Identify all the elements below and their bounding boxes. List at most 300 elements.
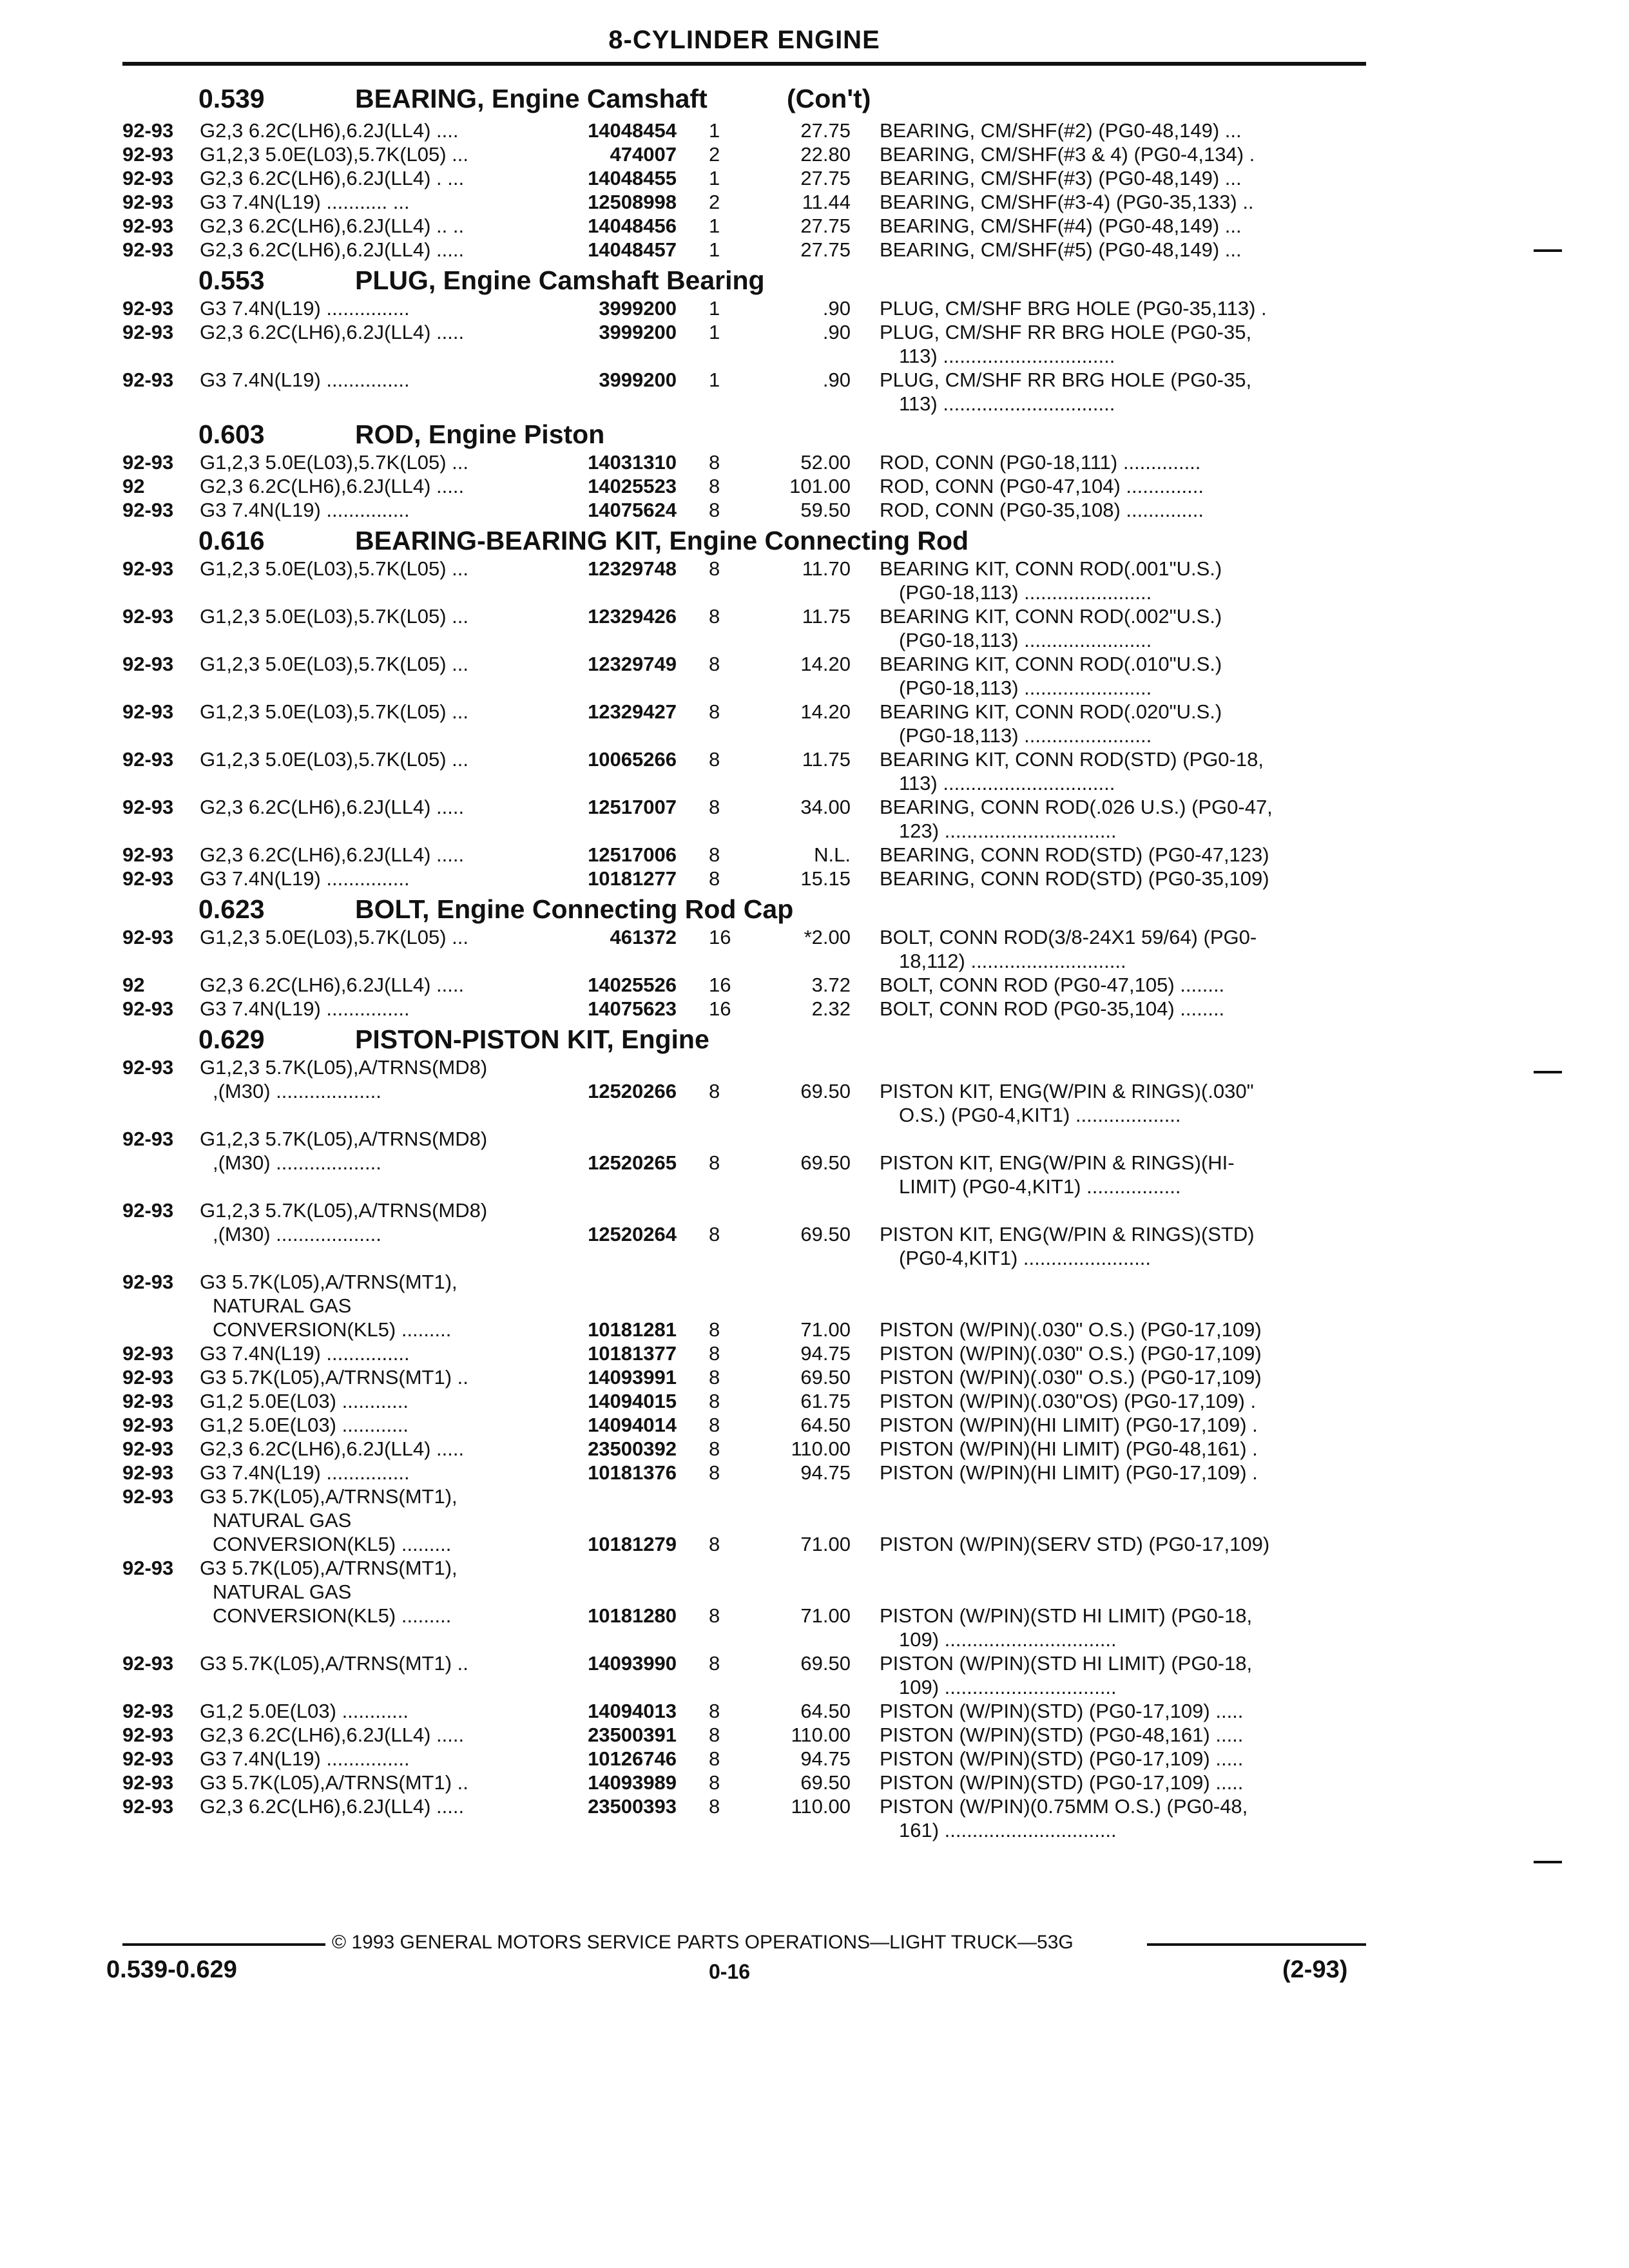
part-row [0, 368, 1629, 416]
footer-date: (2-93) [1282, 1956, 1348, 1983]
part-description: 18,112) ............................ [899, 950, 1126, 972]
part-row [0, 867, 1629, 890]
part-row [0, 997, 1629, 1021]
part-description: PISTON (W/PIN)(.030"OS) (PG0-17,109) . [880, 1390, 1257, 1412]
part-description: PISTON (W/PIN)(.030" O.S.) (PG0-17,109) [880, 1318, 1262, 1341]
part-description: PISTON (W/PIN)(SERV STD) (PG0-17,109) [880, 1533, 1270, 1555]
application-line: G1,2,3 5.7K(L05),A/TRNS(MD8) [200, 1199, 488, 1222]
part-number: 23500391 [588, 1724, 677, 1746]
model-year: 92-93 [122, 143, 174, 166]
part-description: BOLT, CONN ROD(3/8-24X1 59/64) (PG0- [880, 926, 1257, 948]
application-line: G3 7.4N(L19) ............... [200, 867, 410, 890]
footer-range: 0.539-0.629 [106, 1956, 237, 1983]
quantity: 8 [709, 1461, 720, 1484]
model-year: 92-93 [122, 867, 174, 890]
application-line: G2,3 6.2C(LH6),6.2J(LL4) ..... [200, 1437, 465, 1460]
part-number: 12329749 [588, 653, 677, 675]
model-year: 92-93 [122, 796, 174, 818]
section-name: PISTON-PISTON KIT, Engine [355, 1024, 709, 1054]
quantity: 8 [709, 1223, 720, 1245]
list-price: 15.15 [800, 867, 851, 890]
list-price: .90 [822, 369, 851, 391]
quantity: 8 [709, 1652, 720, 1675]
part-number: 10181280 [588, 1604, 677, 1627]
quantity: 8 [709, 1700, 720, 1722]
list-price: 71.00 [800, 1318, 851, 1341]
part-number: 12508998 [588, 191, 677, 213]
section-code: 0.616 [198, 526, 265, 555]
part-description: 109) ............................... [899, 1628, 1117, 1651]
part-description: BEARING, CONN ROD(.026 U.S.) (PG0-47, [880, 796, 1273, 818]
application-line: G3 7.4N(L19) ............... [200, 1747, 410, 1770]
list-price: 69.50 [800, 1080, 851, 1102]
part-number: 12329426 [588, 605, 677, 628]
part-row [0, 142, 1629, 166]
part-row [0, 795, 1629, 843]
application-line: NATURAL GAS [213, 1294, 352, 1317]
application-line: G1,2,3 5.0E(L03),5.7K(L05) ... [200, 700, 469, 723]
part-number: 3999200 [599, 297, 677, 320]
part-description: PISTON (W/PIN)(.030" O.S.) (PG0-17,109) [880, 1366, 1262, 1389]
page-title: 8-CYLINDER ENGINE [608, 26, 880, 54]
part-description: O.S.) (PG0-4,KIT1) ................... [899, 1104, 1181, 1126]
model-year: 92-93 [122, 1437, 174, 1460]
part-number: 14075623 [588, 997, 677, 1020]
part-row [0, 296, 1629, 320]
quantity: 1 [709, 321, 720, 343]
list-price: 71.00 [800, 1533, 851, 1555]
part-number: 14094013 [588, 1700, 677, 1722]
application-line: G1,2,3 5.0E(L03),5.7K(L05) ... [200, 557, 469, 580]
model-year: 92-93 [122, 1461, 174, 1484]
part-description: BOLT, CONN ROD (PG0-47,105) ........ [880, 974, 1225, 996]
application-line: G3 7.4N(L19) ............... [200, 297, 410, 320]
model-year: 92-93 [122, 369, 174, 391]
application-line: G3 7.4N(L19) ........... ... [200, 191, 410, 213]
model-year: 92-93 [122, 321, 174, 343]
model-year: 92-93 [122, 926, 174, 948]
part-number: 12520265 [588, 1151, 677, 1174]
application-line: ,(M30) ................... [213, 1223, 381, 1245]
application-line: G3 7.4N(L19) ............... [200, 997, 410, 1020]
part-description: BEARING KIT, CONN ROD(.002"U.S.) [880, 605, 1222, 628]
footer-copyright: © 1993 GENERAL MOTORS SERVICE PARTS OPERATIONS—LIGHT TRUCK—53G [332, 1932, 1074, 1953]
part-description: 123) ............................... [899, 820, 1117, 842]
part-row [0, 1723, 1629, 1747]
list-price: 71.00 [800, 1604, 851, 1627]
quantity: 8 [709, 1604, 720, 1627]
application-line: G2,3 6.2C(LH6),6.2J(LL4) ..... [200, 974, 465, 996]
model-year: 92-93 [122, 653, 174, 675]
part-number: 14094014 [588, 1414, 677, 1436]
application-line: G1,2 5.0E(L03) ............ [200, 1390, 409, 1412]
list-price: 110.00 [791, 1795, 851, 1818]
part-row [0, 700, 1629, 747]
list-price: .90 [822, 297, 851, 320]
list-price: 11.70 [802, 557, 851, 580]
list-price: 34.00 [800, 796, 851, 818]
model-year: 92-93 [122, 1342, 174, 1365]
application-line: G3 5.7K(L05),A/TRNS(MT1) .. [200, 1652, 468, 1675]
part-row [0, 474, 1629, 498]
part-description: BEARING KIT, CONN ROD(STD) (PG0-18, [880, 748, 1264, 771]
model-year: 92-93 [122, 700, 174, 723]
model-year: 92-93 [122, 1747, 174, 1770]
part-number: 461372 [610, 926, 677, 948]
part-description: BEARING KIT, CONN ROD(.001"U.S.) [880, 557, 1222, 580]
part-row [0, 190, 1629, 214]
part-description: (PG0-4,KIT1) ....................... [899, 1247, 1152, 1269]
part-row [0, 238, 1629, 262]
section-code: 0.623 [198, 894, 265, 924]
quantity: 16 [709, 926, 731, 948]
application-line: G2,3 6.2C(LH6),6.2J(LL4) ..... [200, 1724, 465, 1746]
header-rule [122, 62, 1366, 66]
model-year: 92-93 [122, 557, 174, 580]
list-price: 69.50 [800, 1151, 851, 1174]
list-price: 3.72 [811, 974, 851, 996]
model-year: 92-93 [122, 297, 174, 320]
part-row [0, 652, 1629, 700]
margin-tick-mark [1534, 1071, 1562, 1073]
part-description: BEARING KIT, CONN ROD(.010"U.S.) [880, 653, 1222, 675]
part-number: 3999200 [599, 369, 677, 391]
quantity: 2 [709, 143, 720, 166]
part-row [0, 557, 1629, 604]
footer-page-number: 0-16 [709, 1960, 751, 1983]
part-description: 113) ............................... [899, 392, 1115, 415]
list-price: 2.32 [811, 997, 851, 1020]
quantity: 8 [709, 1318, 720, 1341]
quantity: 8 [709, 700, 720, 723]
quantity: 16 [709, 974, 731, 996]
application-line: G3 5.7K(L05),A/TRNS(MT1), [200, 1485, 458, 1508]
list-price: 94.75 [800, 1342, 851, 1365]
quantity: 8 [709, 1151, 720, 1174]
quantity: 8 [709, 653, 720, 675]
model-year: 92-93 [122, 1056, 174, 1079]
list-price: 69.50 [800, 1223, 851, 1245]
part-number: 10181377 [588, 1342, 677, 1365]
part-description: BEARING, CM/SHF(#3-4) (PG0-35,133) .. [880, 191, 1254, 213]
list-price: 11.44 [802, 191, 851, 213]
part-row [0, 1389, 1629, 1413]
model-year: 92-93 [122, 997, 174, 1020]
part-row [0, 1341, 1629, 1365]
part-number: 14031310 [588, 451, 677, 474]
quantity: 8 [709, 1414, 720, 1436]
application-line: G2,3 6.2C(LH6),6.2J(LL4) ..... [200, 238, 465, 261]
part-number: 10181376 [588, 1461, 677, 1484]
part-description: PISTON KIT, ENG(W/PIN & RINGS)(STD) [880, 1223, 1255, 1245]
quantity: 8 [709, 1366, 720, 1389]
part-number: 12329748 [588, 557, 677, 580]
part-description: 161) ............................... [899, 1819, 1117, 1841]
model-year: 92-93 [122, 1128, 174, 1150]
quantity: 8 [709, 1342, 720, 1365]
part-description: 109) ............................... [899, 1676, 1117, 1698]
part-description: PISTON (W/PIN)(0.75MM O.S.) (PG0-48, [880, 1795, 1248, 1818]
part-number: 10065266 [588, 748, 677, 771]
model-year: 92-93 [122, 843, 174, 866]
list-price: N.L. [814, 843, 851, 866]
application-line: G3 7.4N(L19) ............... [200, 499, 410, 521]
list-price: 101.00 [789, 475, 851, 497]
application-line: G1,2 5.0E(L03) ............ [200, 1700, 409, 1722]
application-line: G2,3 6.2C(LH6),6.2J(LL4) ..... [200, 475, 465, 497]
part-description: PISTON (W/PIN)(HI LIMIT) (PG0-48,161) . [880, 1437, 1258, 1460]
part-number: 14025523 [588, 475, 677, 497]
application-line: G2,3 6.2C(LH6),6.2J(LL4) ..... [200, 321, 465, 343]
quantity: 16 [709, 997, 731, 1020]
part-number: 23500392 [588, 1437, 677, 1460]
application-line: G3 7.4N(L19) ............... [200, 369, 410, 391]
list-price: 69.50 [800, 1771, 851, 1794]
part-number: 14093990 [588, 1652, 677, 1675]
part-description: PISTON (W/PIN)(STD HI LIMIT) (PG0-18, [880, 1604, 1253, 1627]
part-row [0, 1365, 1629, 1389]
section-code: 0.629 [198, 1024, 265, 1054]
part-row [0, 604, 1629, 652]
list-price: 61.75 [800, 1390, 851, 1412]
application-line: G2,3 6.2C(LH6),6.2J(LL4) .... [200, 119, 459, 142]
list-price: 94.75 [800, 1747, 851, 1770]
model-year: 92-93 [122, 167, 174, 189]
part-description: PISTON (W/PIN)(.030" O.S.) (PG0-17,109) [880, 1342, 1262, 1365]
part-row [0, 925, 1629, 973]
part-number: 14094015 [588, 1390, 677, 1412]
model-year: 92-93 [122, 605, 174, 628]
list-price: .90 [822, 321, 851, 343]
quantity: 8 [709, 1437, 720, 1460]
part-description: PISTON (W/PIN)(STD) (PG0-48,161) ..... [880, 1724, 1244, 1746]
part-description: PLUG, CM/SHF BRG HOLE (PG0-35,113) . [880, 297, 1267, 320]
model-year: 92-93 [122, 1724, 174, 1746]
part-description: LIMIT) (PG0-4,KIT1) ................. [899, 1175, 1181, 1198]
part-number: 14048457 [588, 238, 677, 261]
application-line: G1,2,3 5.0E(L03),5.7K(L05) ... [200, 653, 469, 675]
part-description: (PG0-18,113) ....................... [899, 677, 1152, 699]
application-line: G2,3 6.2C(LH6),6.2J(LL4) ..... [200, 843, 465, 866]
part-description: PISTON (W/PIN)(HI LIMIT) (PG0-17,109) . [880, 1461, 1258, 1484]
part-row [0, 119, 1629, 142]
part-row [0, 1437, 1629, 1461]
model-year: 92-93 [122, 1390, 174, 1412]
part-row [0, 1413, 1629, 1437]
application-line: G1,2,3 5.7K(L05),A/TRNS(MD8) [200, 1128, 488, 1150]
model-year: 92-93 [122, 1700, 174, 1722]
list-price: 64.50 [800, 1414, 851, 1436]
application-line: G2,3 6.2C(LH6),6.2J(LL4) . ... [200, 167, 465, 189]
application-line: NATURAL GAS [213, 1509, 352, 1532]
part-description: ROD, CONN (PG0-18,111) .............. [880, 451, 1201, 474]
part-number: 10181281 [588, 1318, 677, 1341]
list-price: 110.00 [791, 1724, 851, 1746]
application-line: G1,2,3 5.0E(L03),5.7K(L05) ... [200, 748, 469, 771]
list-price: 69.50 [800, 1652, 851, 1675]
list-price: 11.75 [802, 748, 851, 771]
quantity: 1 [709, 369, 720, 391]
list-price: 69.50 [800, 1366, 851, 1389]
part-number: 12517007 [588, 796, 677, 818]
section-name: PLUG, Engine Camshaft Bearing [355, 265, 765, 295]
application-line: G1,2,3 5.0E(L03),5.7K(L05) ... [200, 451, 469, 474]
list-price: 27.75 [800, 119, 851, 142]
quantity: 1 [709, 119, 720, 142]
application-line: G1,2 5.0E(L03) ............ [200, 1414, 409, 1436]
list-price: 27.75 [800, 167, 851, 189]
part-row [0, 214, 1629, 238]
part-row [0, 1771, 1629, 1794]
part-number: 14048455 [588, 167, 677, 189]
application-line: G1,2,3 5.7K(L05),A/TRNS(MD8) [200, 1056, 488, 1079]
margin-tick-mark [1534, 249, 1562, 252]
list-price: 27.75 [800, 238, 851, 261]
margin-tick-mark [1534, 1861, 1562, 1863]
model-year: 92-93 [122, 215, 174, 237]
model-year: 92 [122, 974, 145, 996]
model-year: 92-93 [122, 1366, 174, 1389]
part-number: 23500393 [588, 1795, 677, 1818]
part-description: PISTON (W/PIN)(STD) (PG0-17,109) ..... [880, 1747, 1244, 1770]
list-price: 14.20 [800, 700, 851, 723]
model-year: 92-93 [122, 1652, 174, 1675]
part-description: BEARING KIT, CONN ROD(.020"U.S.) [880, 700, 1222, 723]
part-number: 14075624 [588, 499, 677, 521]
part-row [0, 320, 1629, 368]
part-number: 10181279 [588, 1533, 677, 1555]
part-row [0, 973, 1629, 997]
model-year: 92-93 [122, 1771, 174, 1794]
part-description: BEARING, CM/SHF(#5) (PG0-48,149) ... [880, 238, 1242, 261]
part-number: 14025526 [588, 974, 677, 996]
section-suffix: (Con't) [787, 84, 871, 113]
section-name: BEARING-BEARING KIT, Engine Connecting Rod [355, 526, 969, 555]
model-year: 92-93 [122, 1485, 174, 1508]
model-year: 92-93 [122, 1795, 174, 1818]
quantity: 8 [709, 1533, 720, 1555]
application-line: G1,2,3 5.0E(L03),5.7K(L05) ... [200, 926, 469, 948]
application-line: G2,3 6.2C(LH6),6.2J(LL4) .. .. [200, 215, 465, 237]
application-line: G2,3 6.2C(LH6),6.2J(LL4) ..... [200, 1795, 465, 1818]
application-line: G3 7.4N(L19) ............... [200, 1342, 410, 1365]
list-price: 27.75 [800, 215, 851, 237]
quantity: 8 [709, 748, 720, 771]
list-price: 22.80 [800, 143, 851, 166]
part-number: 14048456 [588, 215, 677, 237]
model-year: 92-93 [122, 119, 174, 142]
quantity: 8 [709, 796, 720, 818]
model-year: 92-93 [122, 499, 174, 521]
application-line: CONVERSION(KL5) ......... [213, 1533, 452, 1555]
section-code: 0.553 [198, 265, 265, 295]
application-line: G3 5.7K(L05),A/TRNS(MT1), [200, 1271, 458, 1293]
list-price: 59.50 [800, 499, 851, 521]
part-number: 14093991 [588, 1366, 677, 1389]
application-line: ,(M30) ................... [213, 1151, 381, 1174]
footer-rule-right [1147, 1943, 1366, 1946]
part-description: PISTON (W/PIN)(STD HI LIMIT) (PG0-18, [880, 1652, 1253, 1675]
part-row [0, 843, 1629, 867]
part-row [0, 1556, 1629, 1651]
quantity: 8 [709, 1795, 720, 1818]
quantity: 8 [709, 1747, 720, 1770]
part-description: BEARING, CONN ROD(STD) (PG0-47,123) [880, 843, 1269, 866]
model-year: 92-93 [122, 748, 174, 771]
part-description: BEARING, CM/SHF(#3 & 4) (PG0-4,134) . [880, 143, 1255, 166]
model-year: 92-93 [122, 1557, 174, 1579]
part-row [0, 166, 1629, 190]
part-description: PISTON (W/PIN)(STD) (PG0-17,109) ..... [880, 1700, 1244, 1722]
list-price: 110.00 [791, 1437, 851, 1460]
part-row [0, 1055, 1629, 1127]
part-description: BEARING, CM/SHF(#3) (PG0-48,149) ... [880, 167, 1242, 189]
part-description: PISTON (W/PIN)(HI LIMIT) (PG0-17,109) . [880, 1414, 1258, 1436]
application-line: G3 5.7K(L05),A/TRNS(MT1), [200, 1557, 458, 1579]
application-line: G3 7.4N(L19) ............... [200, 1461, 410, 1484]
section-code: 0.603 [198, 419, 265, 449]
application-line: G3 5.7K(L05),A/TRNS(MT1) .. [200, 1366, 468, 1389]
part-number: 14093989 [588, 1771, 677, 1794]
part-number: 12517006 [588, 843, 677, 866]
part-description: PLUG, CM/SHF RR BRG HOLE (PG0-35, [880, 369, 1252, 391]
part-description: BEARING, CM/SHF(#4) (PG0-48,149) ... [880, 215, 1242, 237]
part-description: 113) ............................... [899, 772, 1115, 794]
part-number: 14048454 [588, 119, 677, 142]
part-description: BEARING, CONN ROD(STD) (PG0-35,109) [880, 867, 1269, 890]
part-description: (PG0-18,113) ....................... [899, 629, 1152, 651]
part-description: ROD, CONN (PG0-47,104) .............. [880, 475, 1204, 497]
footer-rule-left [122, 1943, 325, 1946]
model-year: 92-93 [122, 238, 174, 261]
application-line: NATURAL GAS [213, 1581, 352, 1603]
section-name: BEARING, Engine Camshaft [355, 84, 708, 113]
part-number: 12520264 [588, 1223, 677, 1245]
model-year: 92-93 [122, 1199, 174, 1222]
quantity: 8 [709, 605, 720, 628]
part-row [0, 1198, 1629, 1270]
model-year: 92 [122, 475, 145, 497]
quantity: 8 [709, 557, 720, 580]
quantity: 8 [709, 1390, 720, 1412]
quantity: 2 [709, 191, 720, 213]
part-description: (PG0-18,113) ....................... [899, 581, 1152, 604]
quantity: 8 [709, 1771, 720, 1794]
part-number: 12329427 [588, 700, 677, 723]
list-price: 11.75 [802, 605, 851, 628]
part-description: PISTON (W/PIN)(STD) (PG0-17,109) ..... [880, 1771, 1244, 1794]
application-line: G1,2,3 5.0E(L03),5.7K(L05) ... [200, 605, 469, 628]
quantity: 8 [709, 451, 720, 474]
part-row [0, 1651, 1629, 1699]
part-description: 113) ............................... [899, 345, 1115, 367]
quantity: 8 [709, 1080, 720, 1102]
application-line: G1,2,3 5.0E(L03),5.7K(L05) ... [200, 143, 469, 166]
part-description: PISTON KIT, ENG(W/PIN & RINGS)(.030" [880, 1080, 1254, 1102]
application-line: CONVERSION(KL5) ......... [213, 1604, 452, 1627]
quantity: 8 [709, 843, 720, 866]
part-row [0, 1270, 1629, 1341]
application-line: ,(M30) ................... [213, 1080, 381, 1102]
model-year: 92-93 [122, 451, 174, 474]
list-price: 64.50 [800, 1700, 851, 1722]
part-row [0, 1747, 1629, 1771]
part-number: 474007 [610, 143, 677, 166]
part-description: (PG0-18,113) ....................... [899, 724, 1152, 747]
part-description: ROD, CONN (PG0-35,108) .............. [880, 499, 1204, 521]
part-row [0, 498, 1629, 522]
part-row [0, 1461, 1629, 1485]
